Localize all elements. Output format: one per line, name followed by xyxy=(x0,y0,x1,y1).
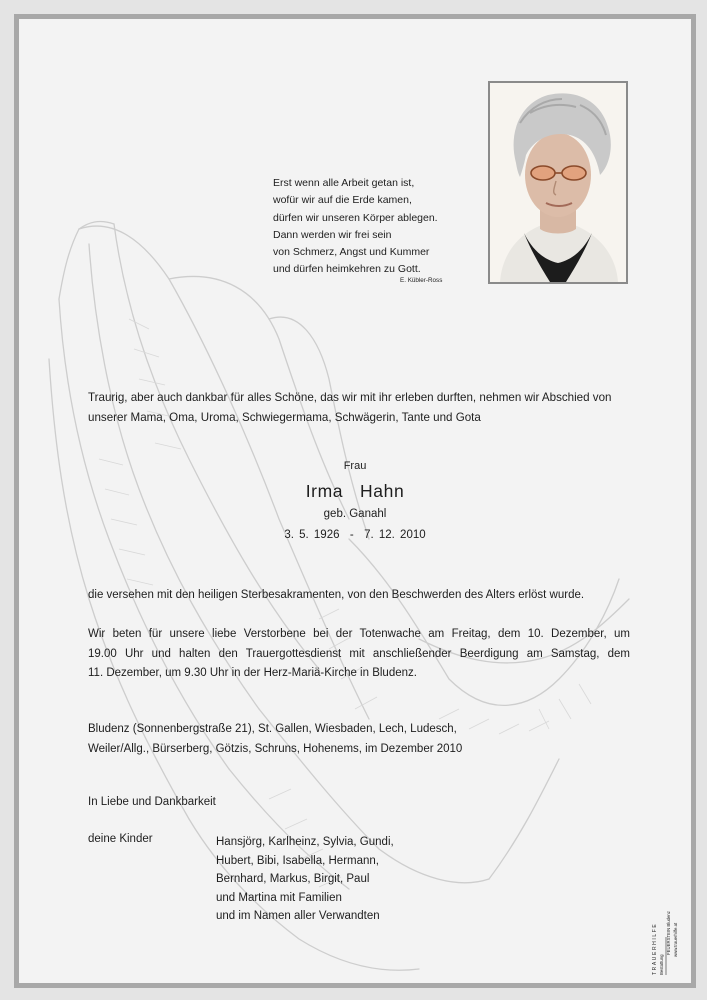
deceased-name: Irma Hahn xyxy=(305,481,405,501)
portrait-image xyxy=(490,83,626,282)
imprint-brand: TRAUERHILFE xyxy=(652,922,658,975)
poem-line: wofür wir auf die Erde kamen, xyxy=(273,194,412,207)
intro-text: Traurig, aber auch dankbar für alles Schöne, das wir mit ihr erleben durften, nehmen wir Abschied von unserer Mama, Oma, Uroma, Schwiegermama, Schwägerin, Tante und Gota xyxy=(88,391,612,424)
closing-phrase: In Liebe und Dankbarkeit xyxy=(88,796,216,808)
places-line: Bludenz (Sonnenbergstraße 21), St. Gallen, Wiesbaden, Lech, Ludesch, xyxy=(88,723,457,735)
poem-line: von Schmerz, Angst und Kummer xyxy=(273,246,430,259)
children-label: deine Kinder xyxy=(88,833,153,845)
service-announcement xyxy=(88,625,630,684)
places-and-date xyxy=(88,719,648,759)
service-line: 19.00 Uhr und halten den Trauergottesdienst mit anschließender Beerdigung am Samstag, dem xyxy=(88,647,630,660)
service-line: 11. Dezember, um 9.30 Uhr in der Herz-Mariä-Kirche in Bludenz. xyxy=(88,667,417,679)
children-line: Bernhard, Markus, Birgit, Paul xyxy=(216,873,370,886)
service-line: Wir beten für unsere liebe Verstorbene bei der Totenwache am Freitag, dem 10. Dezember, um xyxy=(88,628,630,640)
obituary-card xyxy=(14,14,696,988)
life-dates: 3. 5. 1926 - 7. 12. 2010 xyxy=(284,529,426,541)
sacraments-text: die versehen mit den heiligen Sterbesakramenten, von den Beschwerden des Alters erlöst wurde. xyxy=(88,589,585,601)
poem-line: Erst wenn alle Arbeit getan ist, xyxy=(273,177,415,189)
children-line: Hubert, Bibi, Isabella, Hermann, xyxy=(216,854,379,867)
imprint-line1: FEUERSTEIN Bludenz xyxy=(666,911,671,955)
funeral-home-imprint xyxy=(651,877,681,977)
children-line: und im Namen aller Verwandten xyxy=(216,910,380,923)
children-list xyxy=(216,833,394,926)
poem-line: dürfen wir unseren Körper ablegen. xyxy=(273,211,438,224)
poem-line: Dann werden wir frei sein xyxy=(273,228,392,241)
imprint-line2: www.trauerhilfe.at xyxy=(673,922,678,957)
portrait-photo xyxy=(488,81,628,284)
children-line: und Martina mit Familien xyxy=(216,891,342,904)
poem-line: und dürfen heimkehren zu Gott. xyxy=(273,263,421,276)
salutation: Frau xyxy=(343,460,367,472)
poem xyxy=(273,175,483,279)
imprint-sub: Bestattung xyxy=(659,954,664,975)
places-line: Weiler/Allg., Bürserberg, Götzis, Schruns, Hohenems, im Dezember 2010 xyxy=(88,743,463,755)
maiden-name: geb. Ganahl xyxy=(323,508,387,520)
children-line: Hansjörg, Karlheinz, Sylvia, Gundi, xyxy=(216,836,394,848)
poem-author: E. Kübler-Ross xyxy=(400,277,443,284)
